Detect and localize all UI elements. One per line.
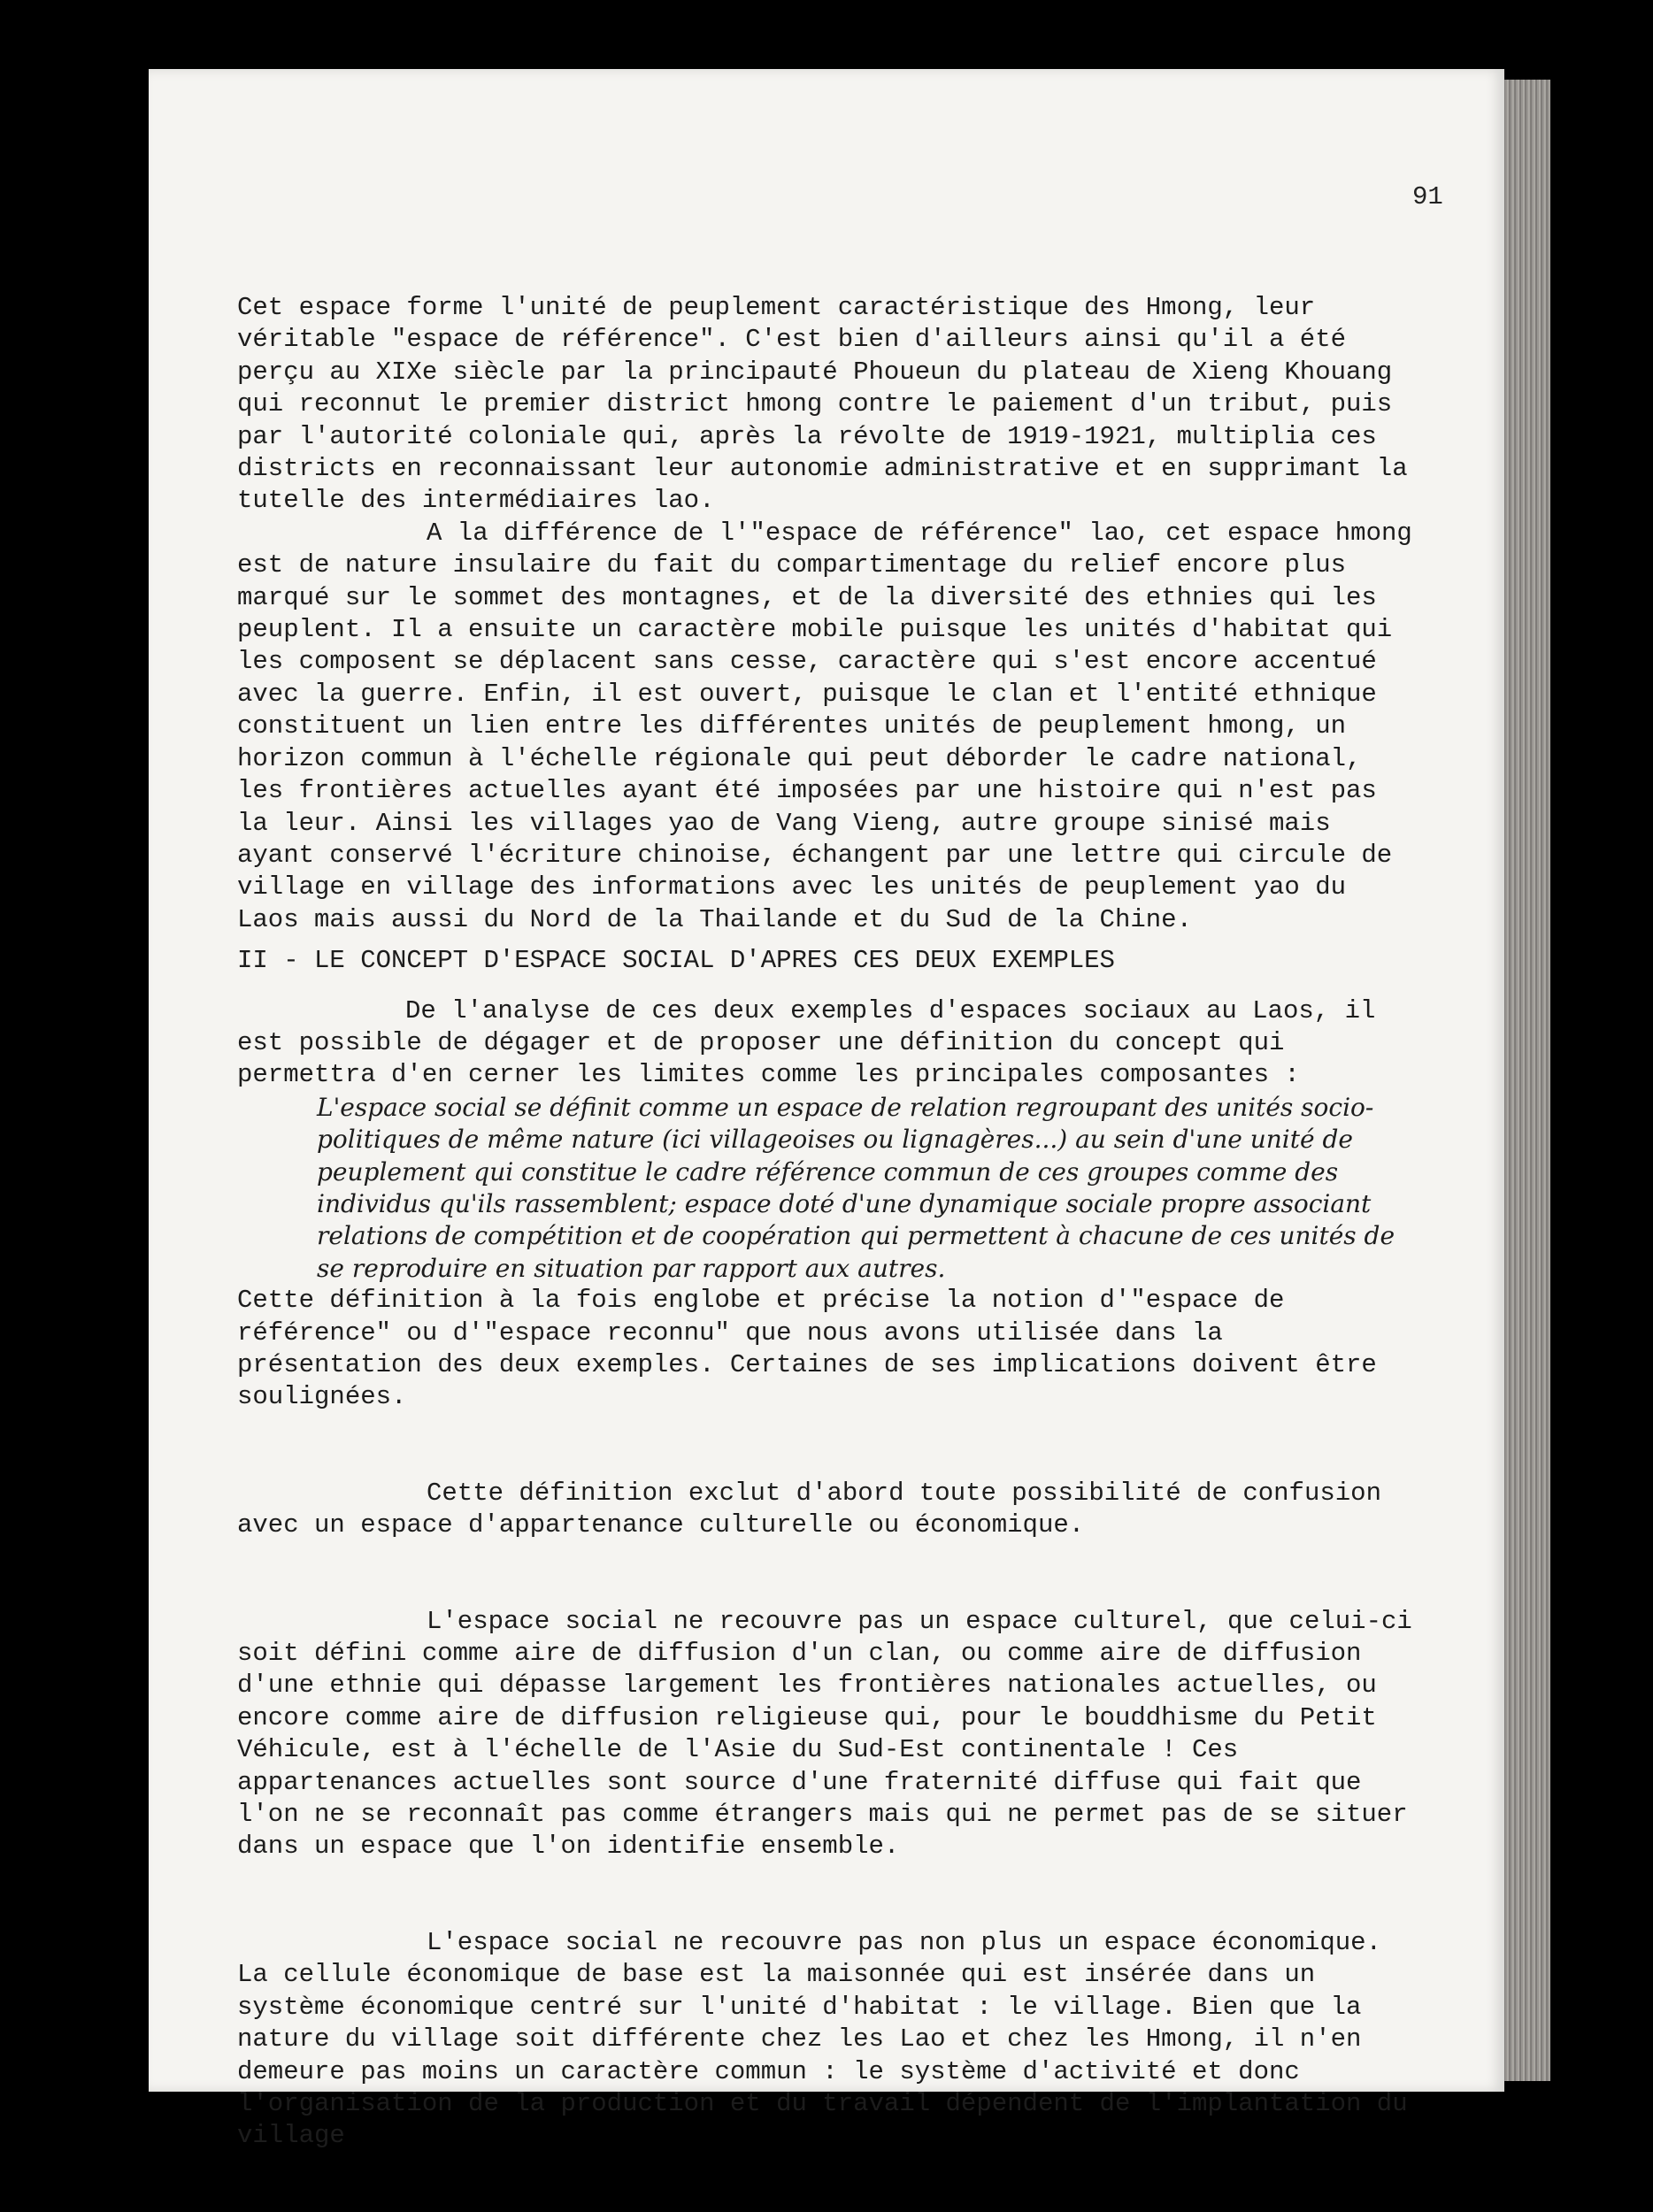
paragraph-7: L'espace social ne recouvre pas non plus un espace économique. La cellule économique de base est la maisonnée qui est insérée dans un système économique centré sur l'unité d'habitat : le village. Bien que la nature du village soit différente chez les Lao et chez les Hmong, il n'en demeure pas moins un caractère commun : le système d'activité et donc l'organisation de la production et du travail dépendent de l'implantation du village: [237, 1927, 1408, 2151]
page-text: [237, 292, 1414, 2153]
book-page: [149, 69, 1504, 2151]
paragraph-6: L'espace social ne recouvre pas un espace culturel, que celui-ci soit défini comme aire de diffusion d'un clan, ou comme aire de diffusion d'une ethnie qui dépasse largement les frontières nationales actuelles, ou encore comme aire de diffusion religieuse qui, pour le bouddhisme du Petit Véhicule, est à l'échelle de l'Asie du Sud-Est continentale ! Ces appartenances actuelles sont source d'une fraternité diffuse qui fait que l'on ne se reconnaît pas comme étrangers mais qui ne permet pas de se situer dans un espace que l'on identifie ensemble.: [237, 1606, 1412, 1862]
paragraph-3: De l'analyse de ces deux exemples d'espaces sociaux au Laos, il est possible de dégager et de proposer une définition du concept qui permettra d'en cerner les limites comme les principales composantes :: [237, 995, 1376, 1090]
paragraph-4: Cette définition à la fois englobe et précise la notion d'"espace de référence" ou d'"espace reconnu" que nous avons utilisée dans la présentation des deux exemples. Certaines de ses implications doivent être soulignées.: [237, 1286, 1377, 1412]
page-number: 91: [1412, 182, 1443, 211]
paragraph-5: Cette définition exclut d'abord toute possibilité de confusion avec un espace d'appartenance culturelle ou économique.: [237, 1478, 1381, 1540]
section-heading: II - LE CONCEPT D'ESPACE SOCIAL D'APRES CES DEUX EXEMPLES: [237, 946, 1115, 976]
paragraph-2: A la différence de l'"espace de référence" lao, cet espace hmong est de nature insulaire du fait du compartimentage du relief encore plus marqué sur le sommet des montagnes, et de la diversité des ethnies qui les peuplent. Il a ensuite un caractère mobile puisque les unités d'habitat qui les composent se déplacent sans cesse, caractère qui s'est encore accentué avec la guerre. Enfin, il est ouvert, puisque le clan et l'entité ethnique constituent un lien entre les différentes unités de peuplement hmong, un horizon commun à l'échelle régionale qui peut déborder le cadre national, les frontières actuelles ayant été imposées par une histoire qui n'est pas la leur. Ainsi les villages yao de Vang Vieng, autre groupe sinisé mais ayant conservé l'écriture chinoise, échangent par une lettre qui circule de village en village des informations avec les unités de peuplement yao du Laos mais aussi du Nord de la Thailande et du Sud de la Chine.: [237, 518, 1412, 934]
paragraph-1: Cet espace forme l'unité de peuplement caractéristique des Hmong, leur véritable "espace de référence". C'est bien d'ailleurs ainsi qu'il a été perçu au XIXe siècle par la principauté Phoueun du plateau de Xieng Khouang qui reconnut le premier district hmong contre le paiement d'un tribut, puis par l'autorité coloniale qui, après la révolte de 1919-1921, multiplia ces districts en reconnaissant leur autonomie administrative et en supprimant la tutelle des intermédiaires lao.: [237, 293, 1408, 516]
definition-block: L'espace social se définit comme un espace de relation regroupant des unités socio-politiques de même nature (ici villageoises ou lignagères...) au sein d'une unité de peuplement qui constitue le cadre référence commun de ces groupes comme des individus qu'ils rassemblent; espace doté d'une dynamique sociale propre associant relations de compétition et de coopération qui permettent à chacune de ces unités de se reproduire en situation par rapport aux autres.: [317, 1092, 1395, 1283]
